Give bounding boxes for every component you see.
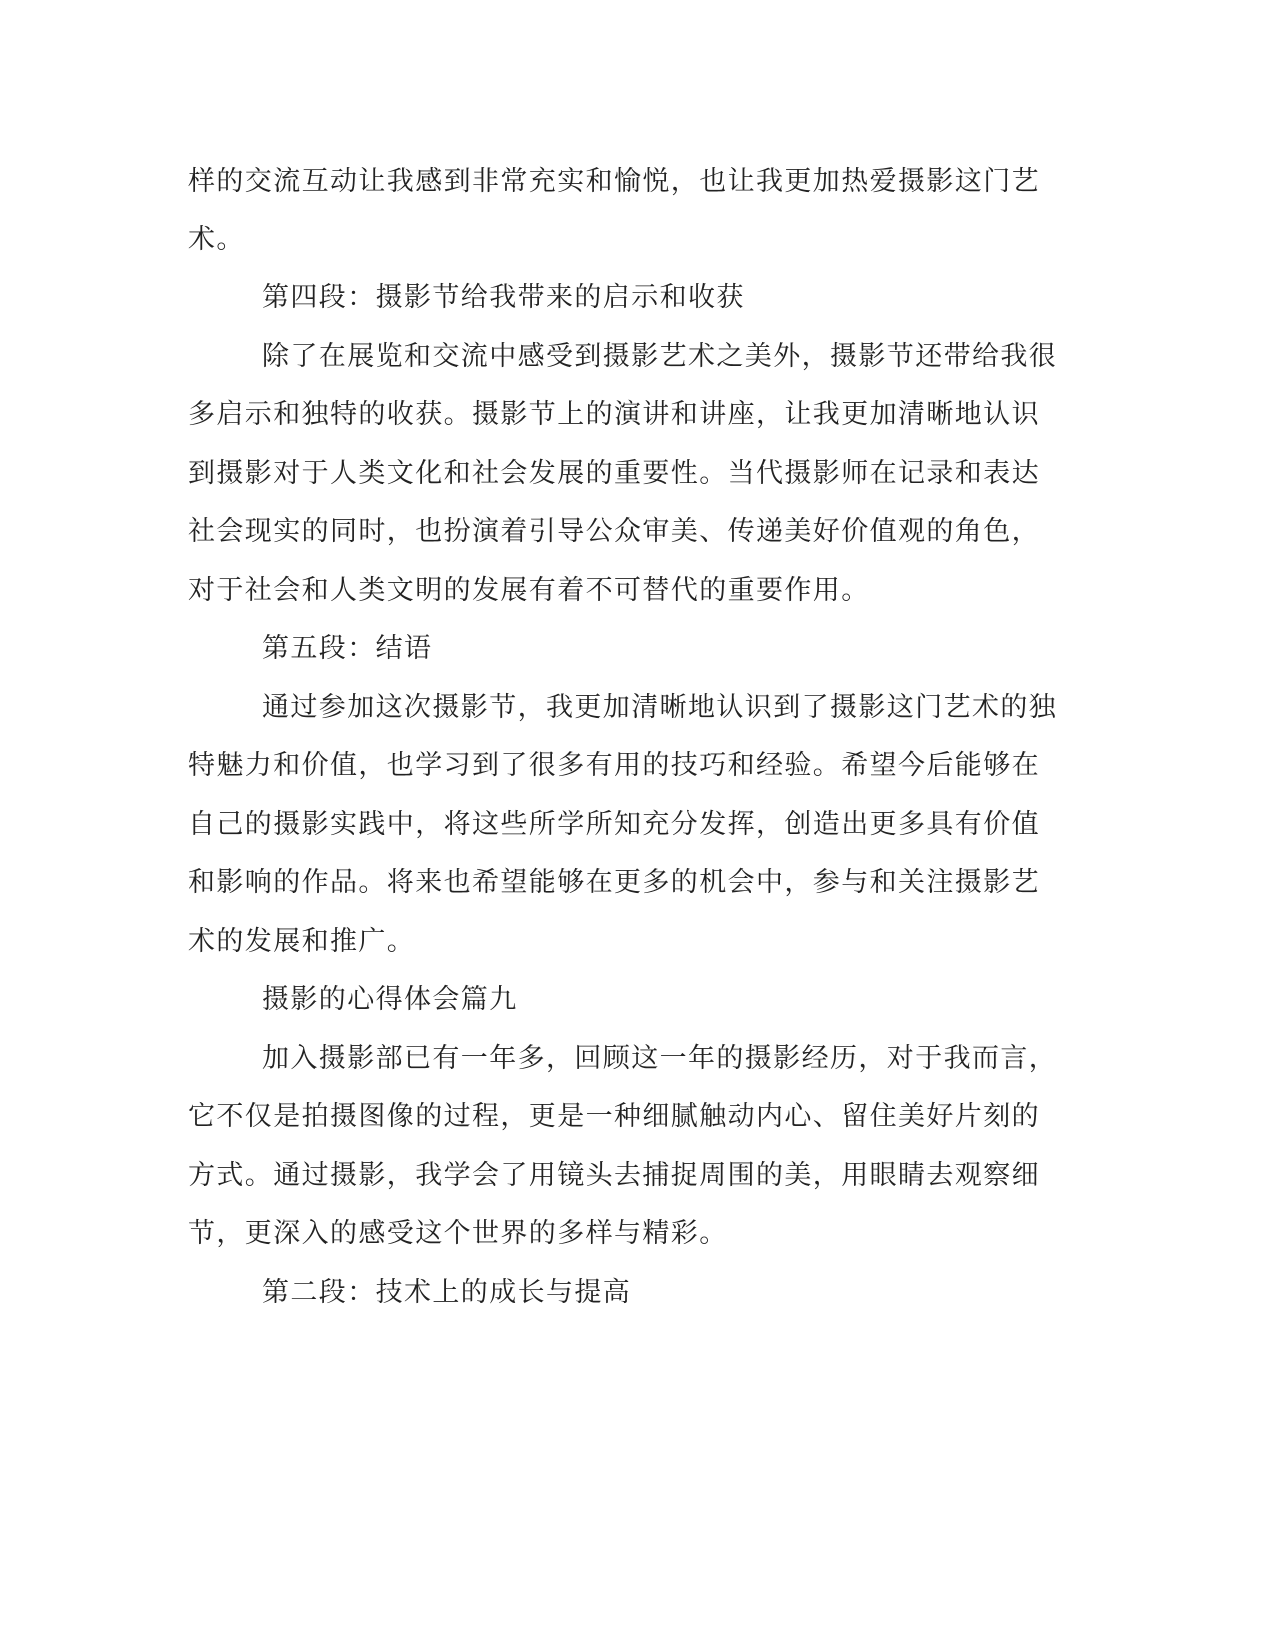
paragraph-start: 除了在展览和交流中感受到摄影艺术之美外，摄影节还带给我很 bbox=[262, 341, 1058, 372]
text-line: 样的交流互动让我感到非常充实和愉悦，也让我更加热爱摄影这门艺 bbox=[188, 166, 1040, 197]
section-heading: 第二段：技术上的成长与提高 bbox=[262, 1277, 632, 1308]
text-line: 特魅力和价值，也学习到了很多有用的技巧和经验。希望今后能够在 bbox=[188, 750, 1040, 781]
text-line: 节，更深入的感受这个世界的多样与精彩。 bbox=[188, 1218, 728, 1249]
text-line: 和影响的作品。将来也希望能够在更多的机会中，参与和关注摄影艺 bbox=[188, 867, 1040, 898]
text-line: 多启示和独特的收获。摄影节上的演讲和讲座，让我更加清晰地认识 bbox=[188, 399, 1040, 430]
text-line: 术。 bbox=[188, 224, 245, 255]
paragraph-start: 通过参加这次摄影节，我更加清晰地认识到了摄影这门艺术的独 bbox=[262, 692, 1058, 723]
section-heading: 第四段：摄影节给我带来的启示和收获 bbox=[262, 282, 745, 313]
article-title: 摄影的心得体会篇九 bbox=[262, 984, 518, 1015]
text-line: 方式。通过摄影，我学会了用镜头去捕捉周围的美，用眼睛去观察细 bbox=[188, 1160, 1040, 1191]
text-line: 它不仅是拍摄图像的过程，更是一种细腻触动内心、留住美好片刻的 bbox=[188, 1101, 1040, 1132]
text-line: 自己的摄影实践中，将这些所学所知充分发挥，创造出更多具有价值 bbox=[188, 809, 1040, 840]
text-line: 到摄影对于人类文化和社会发展的重要性。当代摄影师在记录和表达 bbox=[188, 458, 1040, 489]
section-heading: 第五段：结语 bbox=[262, 633, 433, 664]
text-line: 对于社会和人类文明的发展有着不可替代的重要作用。 bbox=[188, 575, 870, 606]
text-line: 社会现实的同时，也扮演着引导公众审美、传递美好价值观的角色， bbox=[188, 516, 1040, 547]
paragraph-start: 加入摄影部已有一年多，回顾这一年的摄影经历，对于我而言， bbox=[262, 1043, 1058, 1074]
text-line: 术的发展和推广。 bbox=[188, 926, 416, 957]
